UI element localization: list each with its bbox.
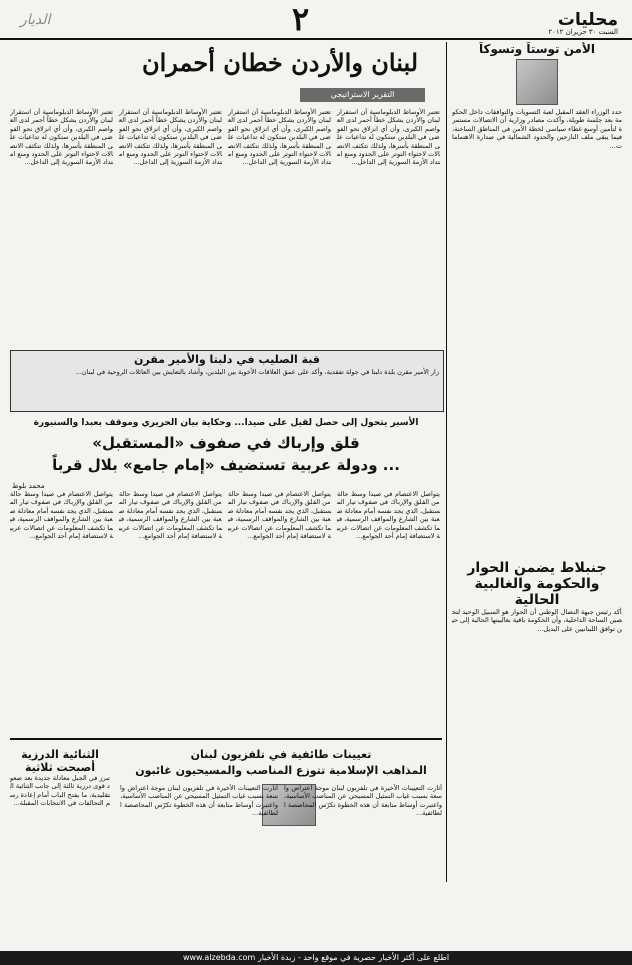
second-story-body [10,490,440,730]
bottom-kicker: جنبلاط يضمن الحوار والحكومة والغالبية الحالية [467,560,607,608]
column-right [452,42,622,502]
boxed-story-title: قبة الصليب في دلبتا والأمير مقرن [134,353,320,366]
bottom-column-text: أكد رئيس جبهة النضال الوطني أن الحوار هو السبيل الوحيد لتحصين الساحة الداخلية، وأن الحكومة باقية بغالبيتها الحالية إلى حين توافق اللبنانيين على البديل... [452,608,622,633]
side-story-text: تبرز في الجبل معادلة جديدة بعد صعود قوى درزية ثالثة إلى جانب الثنائية التقليدية، ما يفتح الباب أمام إعادة رسم التحالفات في الانتخابات المقبلة... [10,774,110,808]
divider [10,738,442,740]
main-story-body [10,108,440,343]
second-story-text: يتواصل الاعتصام في صيدا وسط حالة من القلق والإرباك في صفوف تيار المستقبل، الذي يجد نفسه أمام معادلة صعبة بين الشارع والمواقف الرسمية، فيما تكشف المعلومات عن اتصالات عربية لاستضافة إمام أحد الجوامع... [119,490,222,541]
second-headline-2: ... ودولة عربية تستضيف «إمام جامع» بلال قرباً [52,456,400,474]
second-story-text: يتواصل الاعتصام في صيدا وسط حالة من القلق والإرباك في صفوف تيار المستقبل، الذي يجد نفسه أمام معادلة صعبة بين الشارع والمواقف الرسمية، فيما تكشف المعلومات عن اتصالات عربية لاستضافة إمام أحد الجوامع... [228,490,331,541]
main-story-text: تعتبر الأوساط الدبلوماسية أن استقرار لبنان والأردن يشكل خطاً أحمر لدى العواصم الكبرى، وأن أي انزلاق نحو الفوضى في البلدين ستكون له تداعيات على المنطقة بأسرها، ولذلك تتكثف الاتصالات لاحتواء التوتر على الحدود ومنع امتداد الأزمة السورية إلى الداخل... [228,108,331,167]
main-story-text: تعتبر الأوساط الدبلوماسية أن استقرار لبنان والأردن يشكل خطاً أحمر لدى العواصم الكبرى، وأن أي انزلاق نحو الفوضى في البلدين ستكون له تداعيات على المنطقة بأسرها، ولذلك تتكثف الاتصالات لاحتواء التوتر على الحدود ومنع امتداد الأزمة السورية إلى الداخل... [10,108,113,167]
newspaper-logo: الديار [20,12,51,28]
footer-banner[interactable]: اطلع على أكثر الأخبار حصرية في موقع واحد - زبدة الأخبار www.alzebda.com [0,951,632,965]
second-author: محمد بلوط [12,482,45,490]
dateline: السبت ٣٠ حزيران ٢٠١٢ [548,28,618,36]
side-story-title: الثنائية الدرزية أصبحت ثلاثية [21,748,99,774]
masthead [0,0,632,40]
boxed-story-text: زار الأمير مقرن بلدة دلبتا في جولة تفقدية، وأكد على عمق العلاقات الأخوية بين البلدين، وأشاد بالتعايش بين العائلات الروحية في لبنان... [75,368,439,376]
column-right-bottom [452,560,622,880]
bottom-story-text: أثارت التعيينات الأخيرة في تلفزيون لبنان موجة اعتراض واسعة بسبب غياب التمثيل المسيحي عن المناصب الأساسية، واعتبرت أوساط متابعة أن هذه الخطوة تكرّس المحاصصة الطائفية... [284,784,442,818]
story-tag: التقرير الاستراتيجي [300,88,425,102]
bottom-story-body [120,784,442,944]
main-story-text: تعتبر الأوساط الدبلوماسية أن استقرار لبنان والأردن يشكل خطاً أحمر لدى العواصم الكبرى، وأن أي انزلاق نحو الفوضى في البلدين ستكون له تداعيات على المنطقة بأسرها، ولذلك تتكثف الاتصالات لاحتواء التوتر على الحدود ومنع امتداد الأزمة السورية إلى الداخل... [119,108,222,167]
main-story-text: تعتبر الأوساط الدبلوماسية أن استقرار لبنان والأردن يشكل خطاً أحمر لدى العواصم الكبرى، وأن أي انزلاق نحو الفوضى في البلدين ستكون له تداعيات على المنطقة بأسرها، ولذلك تتكثف الاتصالات لاحتواء التوتر على الحدود ومنع امتداد الأزمة السورية إلى الداخل... [337,108,440,167]
second-story-text: يتواصل الاعتصام في صيدا وسط حالة من القلق والإرباك في صفوف تيار المستقبل، الذي يجد نفسه أمام معادلة صعبة بين الشارع والمواقف الرسمية، فيما تكشف المعلومات عن اتصالات عربية لاستضافة إمام أحد الجوامع... [10,490,113,541]
column-kicker: الأمن توستاً وتسوكاً [478,42,596,56]
second-headline-1: قلق وإرباك في صفوف «المستقبل» [92,434,360,452]
bottom-headline-2: المذاهب الإسلامية تتوزع المناصب والمسيحيون غائبون [135,764,427,777]
divider [446,42,447,882]
second-kicker: الأسير يتحول إلى حصل لقيل على صيدا... وحكاية بيان الحريري وموقف بعبدا والسنيورة [33,418,419,428]
columnist-photo [516,59,558,105]
bottom-headline-1: تعيينات طائفية في تلفزيون لبنان [190,748,372,761]
page-number: ٢ [292,0,310,38]
side-story [10,748,110,946]
column-text: حدد الوزراء العقد المقبل لعبة التسويات والتوافقات داخل الحكومة بعد جلسة طويلة، وأكدت مصادر وزارية أن الاتصالات مستمرة لتأمين أوسع غطاء سياسي لخطة الأمن في المناطق الساخنة، فيما يبقى ملف النازحين والحدود الشمالية في صدارة الاهتمامات... [452,108,622,150]
bottom-story-text: أثارت التعيينات الأخيرة في تلفزيون لبنان موجة اعتراض واسعة بسبب غياب التمثيل المسيحي عن المناصب الأساسية، واعتبرت أوساط متابعة أن هذه الخطوة تكرّس المحاصصة الطائفية... [120,784,278,818]
boxed-story [10,350,444,412]
main-headline: لبنان والأردن خطان أحمران [141,48,419,77]
section-title: محليات [557,10,618,30]
second-story-text: يتواصل الاعتصام في صيدا وسط حالة من القلق والإرباك في صفوف تيار المستقبل، الذي يجد نفسه أمام معادلة صعبة بين الشارع والمواقف الرسمية، فيما تكشف المعلومات عن اتصالات عربية لاستضافة إمام أحد الجوامع... [337,490,440,541]
